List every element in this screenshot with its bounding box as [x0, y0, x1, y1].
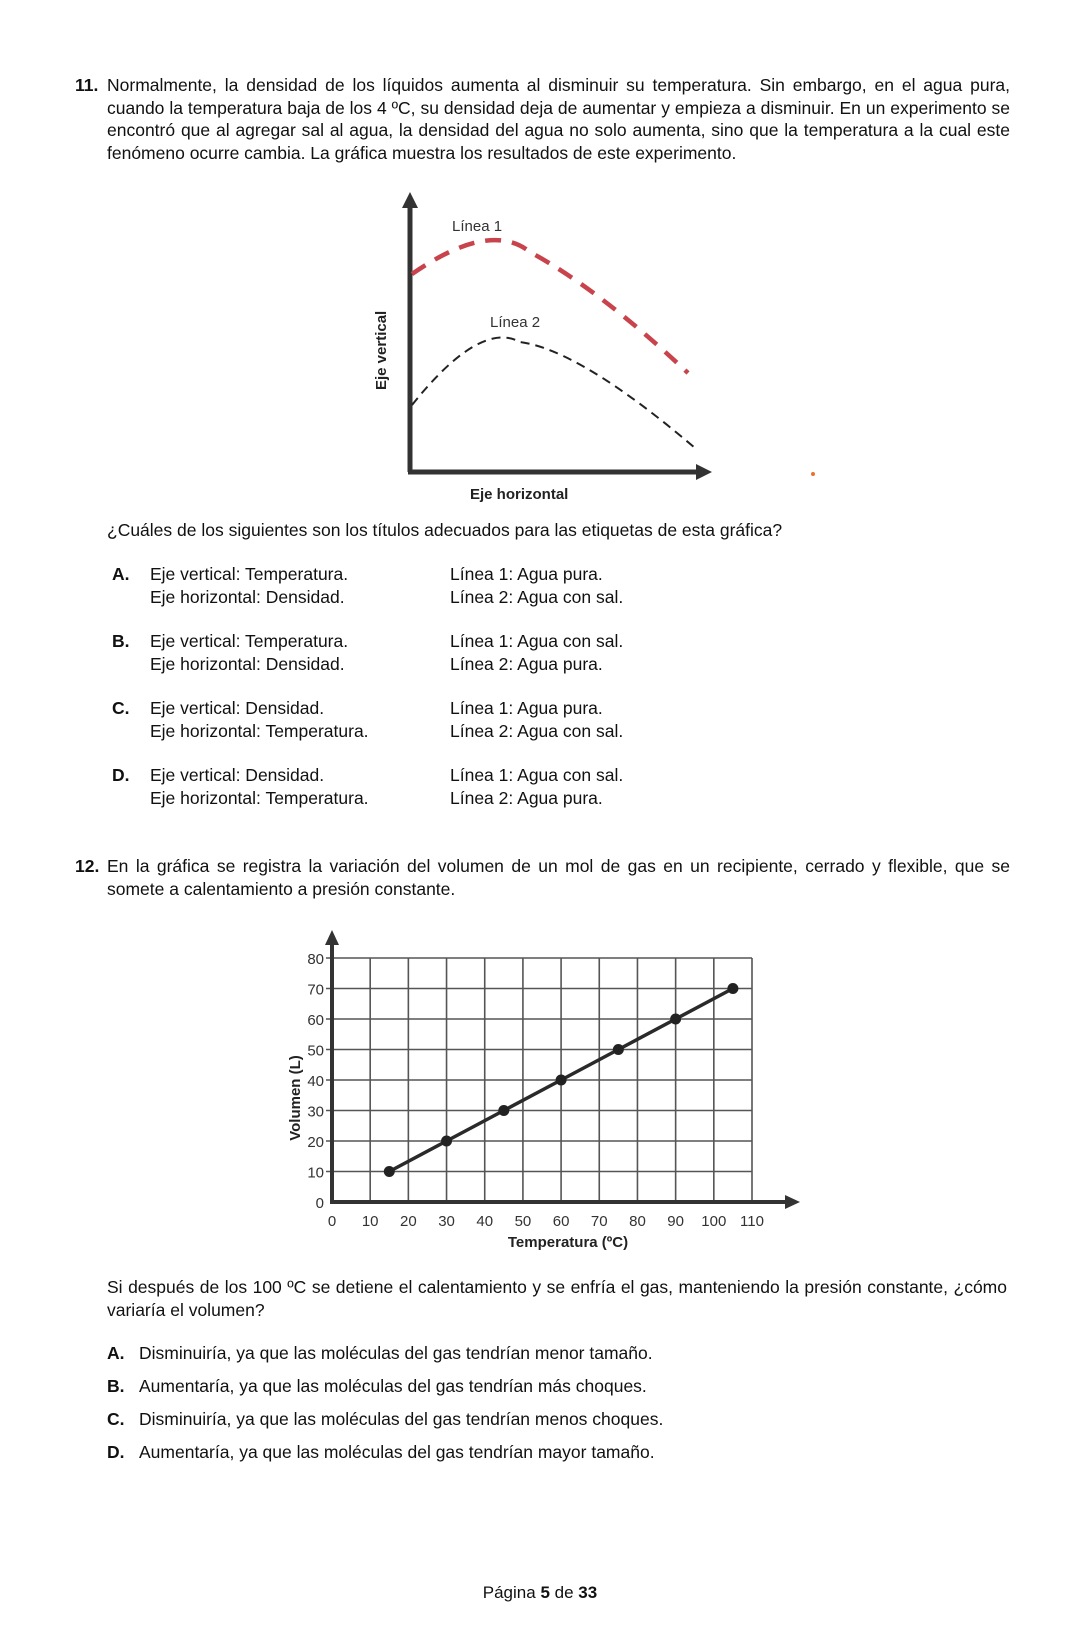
data-point-marker — [441, 1136, 452, 1147]
svg-text:40: 40 — [307, 1073, 324, 1090]
vertical-axis-text: Eje vertical: Densidad. — [150, 698, 325, 718]
option-letter: C. — [107, 1409, 125, 1429]
svg-text:60: 60 — [552, 1213, 570, 1230]
question-11 — [75, 74, 1010, 164]
horizontal-axis-text: Eje horizontal: Temperatura. — [150, 787, 369, 808]
vertical-axis-text: Eje vertical: Temperatura. — [150, 564, 349, 584]
line-1-label: Línea 1 — [452, 218, 503, 235]
question-number: 12. — [75, 856, 100, 876]
y-axis-label: Volumen (L) — [287, 1055, 304, 1141]
svg-text:40: 40 — [476, 1213, 494, 1230]
svg-text:30: 30 — [438, 1213, 455, 1230]
line-2-text: Línea 2: Agua pura. — [450, 653, 603, 674]
option-b[interactable] — [107, 1375, 647, 1398]
horizontal-axis-text: Eje horizontal: Densidad. — [150, 653, 345, 674]
svg-text:0: 0 — [327, 1213, 337, 1230]
line-1-text: Línea 1: Agua pura. — [450, 698, 603, 718]
data-point-marker — [498, 1105, 509, 1116]
question-12 — [75, 855, 1010, 900]
option-c[interactable] — [107, 1408, 663, 1431]
line-2-text: Línea 2: Agua con sal. — [450, 586, 624, 607]
volume-temperature-chart — [280, 928, 810, 1253]
x-axis-label: Temperatura (ºC) — [507, 1234, 629, 1251]
line-2-text: Línea 2: Agua con sal. — [450, 720, 624, 741]
page-number: 5 — [540, 1583, 550, 1602]
svg-text:70: 70 — [307, 981, 324, 999]
svg-text:0: 0 — [315, 1195, 324, 1212]
svg-text:90: 90 — [667, 1213, 684, 1230]
page-separator: de — [554, 1583, 574, 1602]
vertical-axis-text: Eje vertical: Temperatura. — [150, 631, 349, 651]
option-text: Aumentaría, ya que las moléculas del gas tendrían mayor tamaño. — [139, 1442, 655, 1462]
horizontal-axis-text: Eje horizontal: Densidad. — [150, 586, 345, 607]
page-label: Página — [482, 1583, 536, 1602]
svg-text:10: 10 — [361, 1213, 379, 1230]
density-chart — [370, 190, 715, 510]
data-point-marker — [556, 1075, 567, 1086]
question-stem: Normalmente, la densidad de los líquidos aumenta al disminuir su temperatura. Sin embargo, en el agua pura, cuando la temperatura baja de los 4 ºC, su densidad deja de aumentar y empieza a disminuir. En un experimento se encontró que al agregar sal al agua, la densidad del agua no solo aumenta, sino que la temperatura a la cual este fenómeno ocurre cambia. La gráfica muestra los resultados de este experimento. — [107, 75, 1010, 163]
line-1-text: Línea 1: Agua pura. — [450, 564, 603, 584]
y-axis-label: Eje vertical — [373, 310, 390, 390]
svg-text:20: 20 — [400, 1213, 417, 1230]
horizontal-axis-text: Eje horizontal: Temperatura. — [150, 720, 369, 741]
line-2-text: Línea 2: Agua pura. — [450, 787, 603, 808]
option-letter: D. — [107, 1442, 125, 1462]
line-2-label: Línea 2 — [490, 314, 541, 331]
option-letter: A. — [107, 1343, 125, 1363]
option-letter: D. — [112, 765, 130, 785]
question-11-prompt: ¿Cuáles de los siguientes son los títulos adecuados para las etiquetas de esta gráfica? — [107, 520, 783, 540]
stray-mark — [811, 472, 815, 476]
svg-text:50: 50 — [514, 1213, 532, 1230]
svg-text:80: 80 — [629, 1213, 646, 1230]
option-text: Disminuiría, ya que las moléculas del gas tendrían menos choques. — [139, 1409, 664, 1429]
svg-text:70: 70 — [590, 1213, 608, 1230]
page-footer — [0, 1583, 1080, 1603]
option-text: Disminuiría, ya que las moléculas del gas tendrían menor tamaño. — [139, 1343, 653, 1363]
vertical-axis-text: Eje vertical: Densidad. — [150, 765, 325, 785]
question-stem: En la gráfica se registra la variación del volumen de un mol de gas en un recipiente, cerrado y flexible, que se somete a calentamiento a presión constante. — [107, 856, 1010, 899]
svg-text:60: 60 — [307, 1012, 324, 1029]
density-chart-svg — [370, 190, 715, 510]
svg-text:10: 10 — [307, 1164, 324, 1182]
x-axis-label: Eje horizontal — [470, 486, 569, 503]
svg-text:80: 80 — [307, 951, 324, 968]
volume-chart-svg — [280, 928, 810, 1253]
data-point-marker — [670, 1014, 681, 1025]
option-d[interactable] — [107, 1441, 655, 1464]
svg-text:100: 100 — [701, 1213, 727, 1230]
svg-text:20: 20 — [307, 1134, 324, 1151]
option-a[interactable] — [107, 1342, 653, 1365]
data-point-marker — [613, 1044, 624, 1055]
svg-text:50: 50 — [307, 1042, 324, 1060]
y-tick-labels — [307, 951, 324, 1212]
question-number: 11. — [75, 75, 99, 95]
option-text: Aumentaría, ya que las moléculas del gas tendrían más choques. — [139, 1376, 647, 1396]
question-12-prompt: Si después de los 100 ºC se detiene el calentamiento y se enfría el gas, manteniendo la presión constante, ¿cómo variaría el volumen? — [107, 1277, 1007, 1320]
data-point-marker — [384, 1166, 395, 1177]
option-letter: A. — [112, 564, 130, 584]
line-1-text: Línea 1: Agua con sal. — [450, 765, 624, 785]
option-letter: B. — [107, 1376, 125, 1396]
option-letter: B. — [112, 631, 130, 651]
svg-text:30: 30 — [307, 1103, 324, 1121]
svg-text:110: 110 — [740, 1213, 764, 1230]
page-total: 33 — [578, 1583, 598, 1602]
line-1-text: Línea 1: Agua con sal. — [450, 631, 624, 651]
data-point-marker — [727, 983, 738, 994]
option-letter: C. — [112, 698, 130, 718]
